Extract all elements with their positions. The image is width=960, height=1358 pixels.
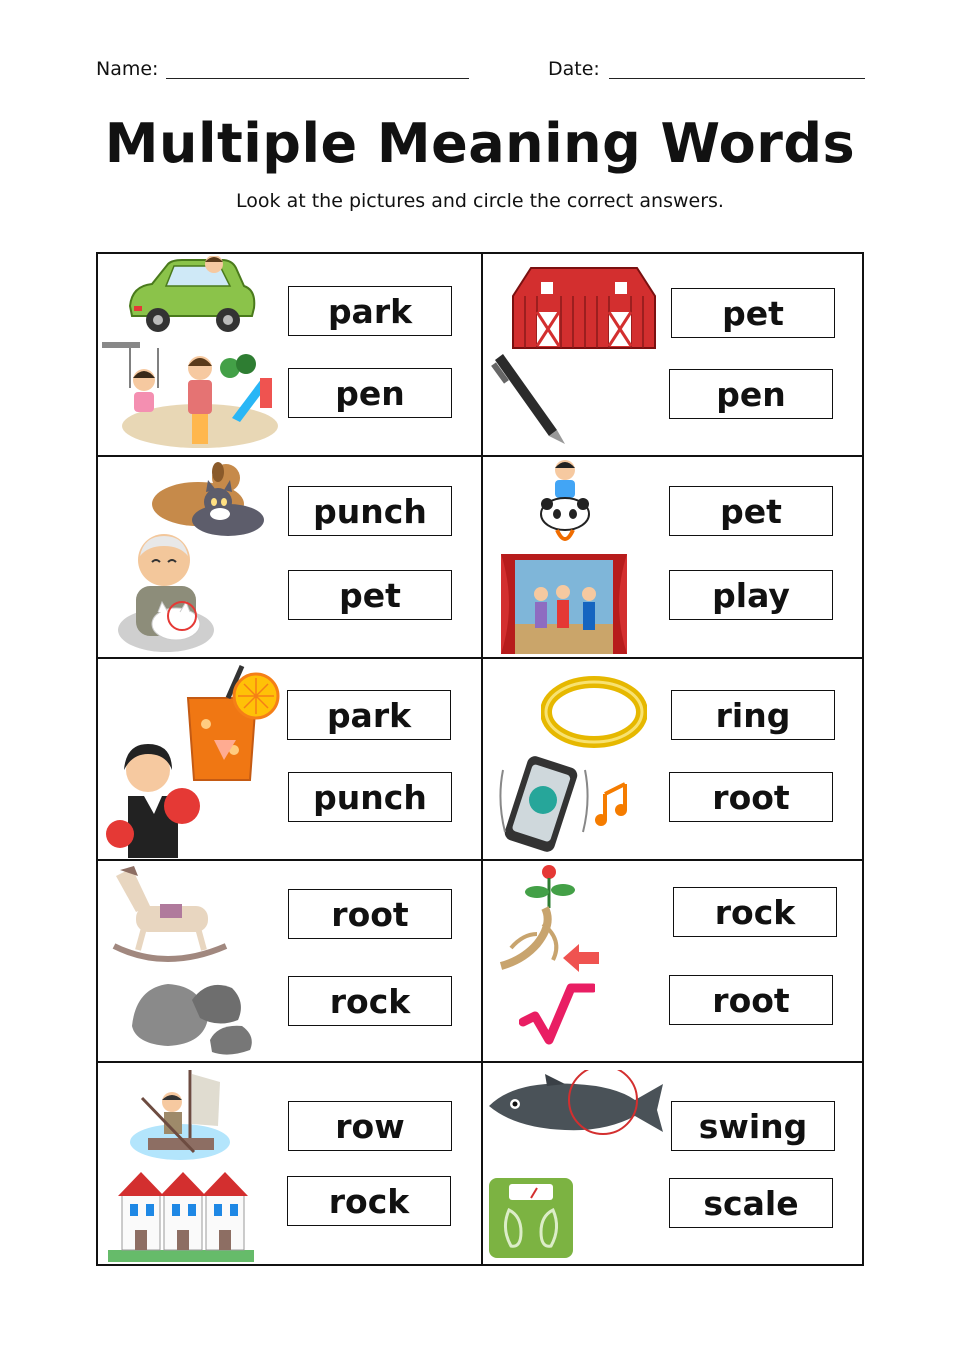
square-root-icon — [519, 982, 595, 1052]
cell-10 — [483, 1062, 866, 1264]
rocking-horse-icon — [106, 866, 230, 968]
name-label: Name: — [96, 58, 159, 80]
gold-ring-icon — [541, 674, 647, 750]
cell-1 — [98, 254, 481, 456]
boxer-icon — [106, 740, 206, 858]
answer-option[interactable]: rock — [288, 976, 452, 1026]
cell-3 — [98, 456, 481, 658]
answer-option[interactable]: ring — [671, 690, 835, 740]
answer-option[interactable]: root — [669, 975, 833, 1025]
answer-option[interactable]: row — [288, 1101, 452, 1151]
answer-option[interactable]: root — [669, 772, 833, 822]
answer-option[interactable]: rock — [287, 1176, 451, 1226]
answer-option[interactable]: play — [669, 570, 833, 620]
cell-2 — [483, 254, 866, 456]
answer-option[interactable]: swing — [671, 1101, 835, 1151]
panda-ride-icon — [535, 458, 595, 548]
answer-option[interactable]: pen — [288, 368, 452, 418]
answer-option[interactable]: pet — [671, 288, 835, 338]
weighing-scale-icon — [487, 1176, 575, 1260]
cell-7 — [98, 860, 481, 1062]
answer-option[interactable]: root — [288, 889, 452, 939]
answer-option[interactable]: pet — [288, 570, 452, 620]
rocks-icon — [128, 972, 260, 1058]
answer-option[interactable]: park — [287, 690, 451, 740]
rowing-raft-icon — [128, 1068, 232, 1166]
plant-root-icon — [493, 864, 603, 974]
date-label: Date: — [548, 58, 600, 80]
answer-option[interactable]: punch — [288, 772, 452, 822]
theater-stage-icon — [501, 554, 627, 654]
row-of-houses-icon — [108, 1166, 254, 1262]
worksheet-grid — [96, 252, 864, 1266]
dog-and-cat-icon — [148, 462, 272, 540]
grandpa-petting-cat-icon — [114, 530, 218, 654]
date-line — [609, 78, 865, 79]
answer-option[interactable]: rock — [673, 887, 837, 937]
barn-icon — [511, 262, 657, 350]
cell-5 — [98, 658, 481, 860]
answer-option[interactable]: pet — [669, 486, 833, 536]
cell-6 — [483, 658, 866, 860]
cell-4 — [483, 456, 866, 658]
playground-icon — [100, 338, 280, 454]
cell-8 — [483, 860, 866, 1062]
instructions: Look at the pictures and circle the correct answers. — [236, 190, 724, 212]
answer-option[interactable]: scale — [669, 1178, 833, 1228]
answer-option[interactable]: punch — [288, 486, 452, 536]
name-line — [166, 78, 469, 79]
page-title: Multiple Meaning Words — [104, 112, 856, 175]
car-icon — [122, 256, 262, 338]
ringing-phone-icon — [491, 750, 661, 854]
answer-option[interactable]: pen — [669, 369, 833, 419]
ink-pen-icon — [491, 352, 571, 448]
answer-option[interactable]: park — [288, 286, 452, 336]
cell-9 — [98, 1062, 481, 1264]
fish-scales-icon — [485, 1070, 665, 1146]
